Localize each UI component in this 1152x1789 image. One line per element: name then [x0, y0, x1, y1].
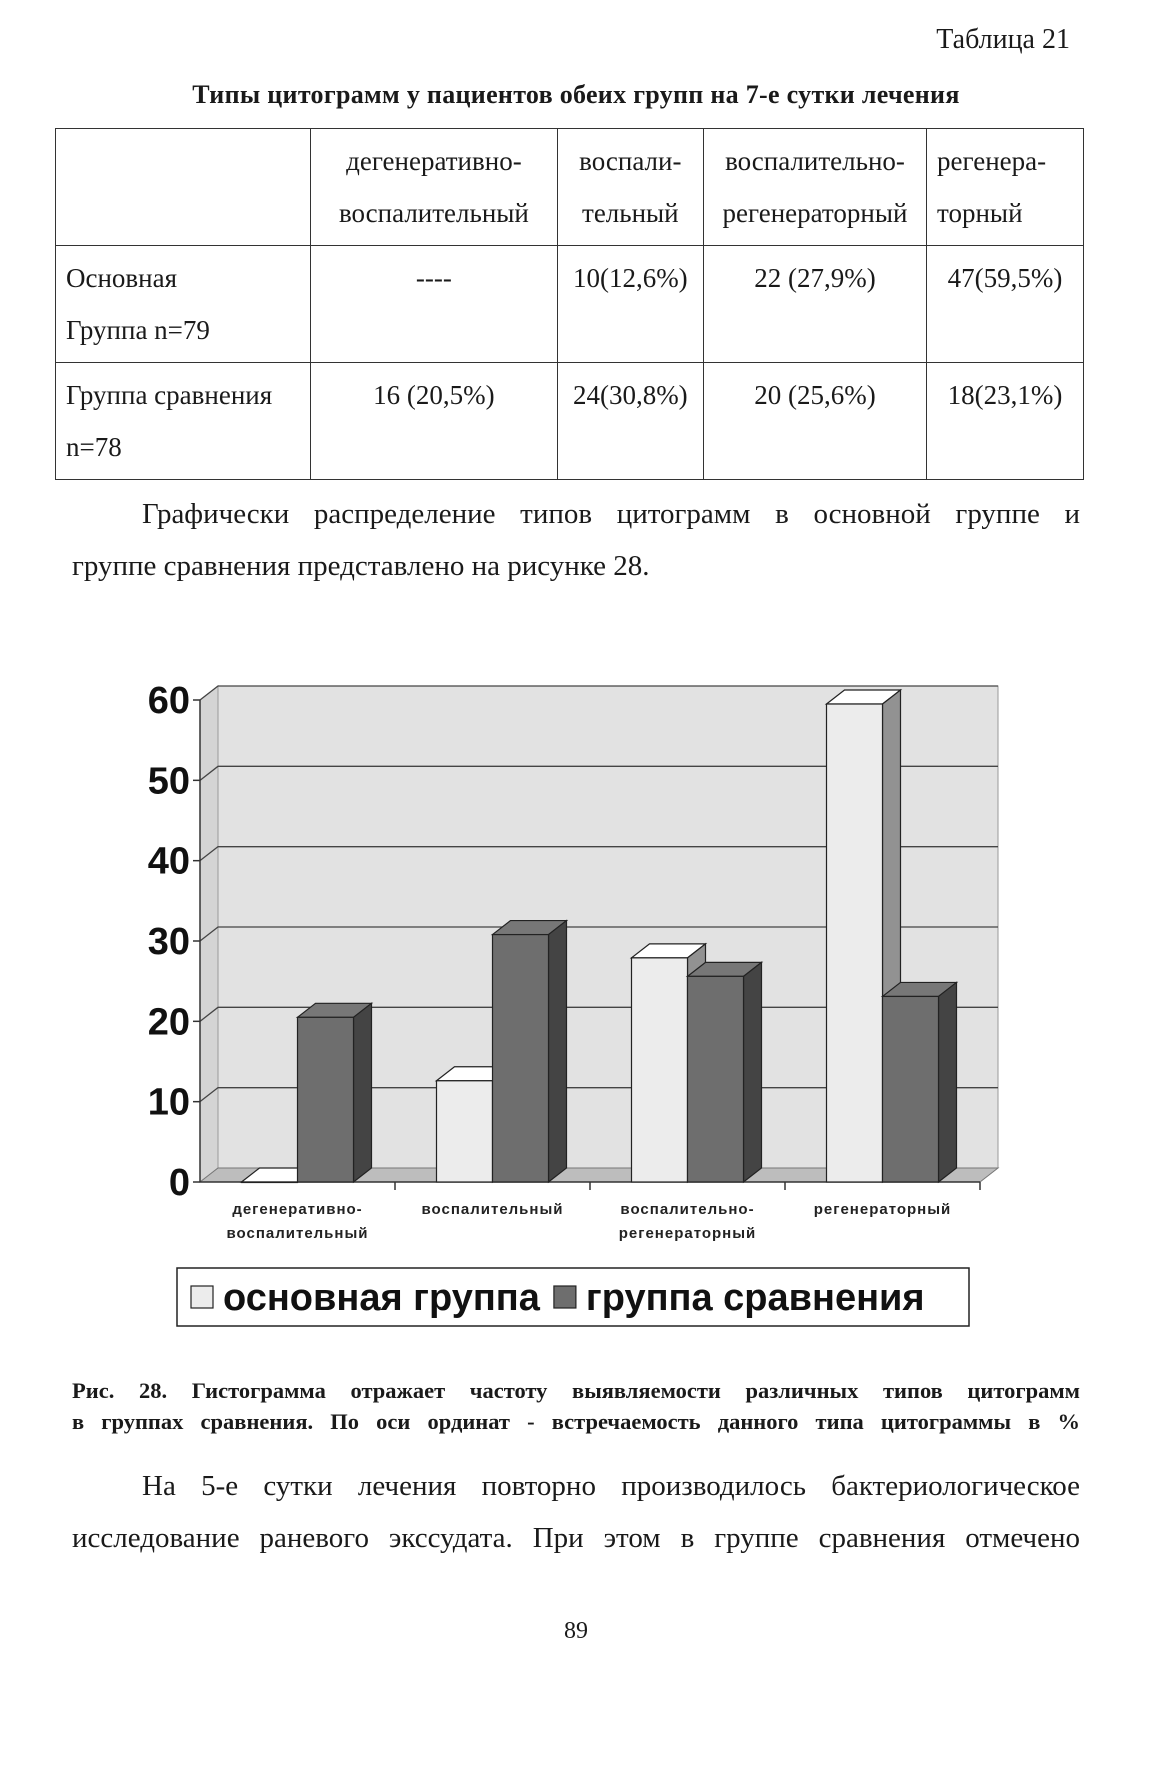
table-cell: 16 (20,5%) [311, 363, 558, 480]
table-label: Таблица 21 [936, 24, 1070, 55]
bar-side [939, 982, 957, 1182]
bar [437, 1081, 493, 1182]
bar [688, 976, 744, 1182]
table-cell: 20 (25,6%) [703, 363, 926, 480]
legend-label: основная группа [223, 1277, 540, 1319]
table-row [56, 363, 1084, 480]
x-tick-label: регенераторный [813, 1201, 952, 1218]
bar [883, 996, 939, 1182]
table-cell: 24(30,8%) [557, 363, 703, 480]
table-cell: 22 (27,9%) [703, 246, 926, 363]
header-text: воспали- [579, 146, 682, 176]
row-label: Группа сравнения [66, 380, 273, 410]
legend-label: группа сравнения [585, 1277, 925, 1319]
table-header-cell [703, 129, 926, 246]
x-tick-label: воспалительно- [620, 1201, 755, 1218]
table-cell: 18(23,1%) [927, 363, 1084, 480]
table-row [56, 246, 1084, 363]
x-tick-label: дегенеративно- [232, 1201, 363, 1218]
legend-swatch [191, 1286, 213, 1308]
y-tick-label: 10 [147, 1081, 190, 1124]
table-title: Типы цитограмм у пациентов обеих групп на 7-е сутки лечения [192, 80, 960, 109]
caption-line: в группах сравнения. По оси ординат - встречаемость данного типа цитограммы в % [72, 1409, 1080, 1434]
row-label-cell [56, 246, 311, 363]
header-text: торный [937, 198, 1023, 228]
paragraph-line: исследование раневого экссудата. При этом в группе сравнения отмечено [72, 1522, 1080, 1554]
bar [242, 1182, 298, 1183]
row-label: Основная [66, 263, 178, 293]
header-text: тельный [582, 198, 679, 228]
legend-swatch [554, 1286, 576, 1308]
paragraph-line: Графически распределение типов цитограмм в основной группе и [142, 498, 1080, 530]
bar [298, 1017, 354, 1182]
row-label-cell [56, 363, 311, 480]
table-header-cell [557, 129, 703, 246]
page-number: 89 [564, 1618, 588, 1644]
table-cell: ---- [311, 246, 558, 363]
paragraph-1 [72, 488, 1080, 592]
bar [827, 704, 883, 1182]
header-text: регенера- [937, 146, 1047, 176]
table-header-cell [927, 129, 1084, 246]
bar [493, 935, 549, 1182]
row-label: n=78 [66, 432, 122, 462]
header-text: воспалительно- [725, 146, 905, 176]
y-tick-label: 50 [147, 760, 190, 803]
x-tick-label: воспалительный [226, 1225, 369, 1242]
figure-caption [72, 1375, 1080, 1437]
table-cell: 47(59,5%) [927, 246, 1084, 363]
y-tick-label: 30 [147, 921, 190, 963]
bar-side [549, 921, 567, 1182]
header-text: воспалительный [338, 198, 529, 228]
table-header-cell [311, 129, 558, 246]
y-tick-label: 0 [168, 1162, 190, 1204]
table-header-row [56, 129, 1084, 246]
bar-chart [0, 670, 1152, 1350]
header-text: дегенеративно- [346, 146, 522, 176]
paragraph-line: группе сравнения представлено на рисунке 28. [72, 550, 650, 582]
row-label: Группа n=79 [66, 315, 210, 345]
table-corner-cell [56, 129, 311, 246]
x-tick-label: воспалительный [421, 1201, 564, 1218]
header-text: регенераторный [722, 198, 908, 228]
bar-side [744, 962, 762, 1182]
bar-side [354, 1003, 372, 1182]
table-cell: 10(12,6%) [557, 246, 703, 363]
paragraph-line: На 5-е сутки лечения повторно производилось бактериологическое [142, 1470, 1080, 1502]
x-tick-label: регенераторный [618, 1225, 757, 1242]
paragraph-2 [72, 1460, 1080, 1564]
y-tick-label: 20 [147, 1001, 190, 1044]
data-table [55, 128, 1084, 480]
caption-line: Рис. 28. Гистограмма отражает частоту выявляемости различных типов цитограмм [72, 1378, 1080, 1403]
y-tick-label: 40 [147, 840, 190, 883]
bar [632, 958, 688, 1182]
y-tick-label: 60 [147, 680, 190, 722]
